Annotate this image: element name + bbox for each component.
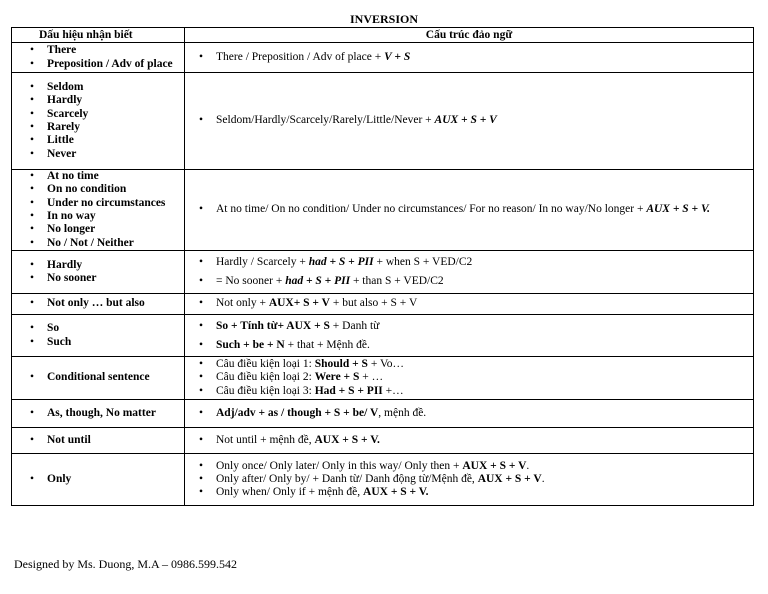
table-row xyxy=(12,428,754,454)
structure-list xyxy=(216,460,753,500)
sign-item: • Rarely xyxy=(47,121,184,134)
structure-text: So + Tính từ+ AUX + S xyxy=(216,319,330,332)
structure-text: AUX + S + V xyxy=(477,472,542,485)
sign-item: • Conditional sentence xyxy=(47,371,184,384)
structure-text: V + S xyxy=(384,50,411,63)
structure-item xyxy=(216,385,753,398)
structure-text: Not only + xyxy=(216,297,269,310)
structure-text: = No sooner + xyxy=(216,275,286,287)
structure-item xyxy=(216,253,753,272)
structure-text: , mệnh đề. xyxy=(378,406,427,419)
sign-list xyxy=(12,371,184,384)
structure-text: + Vo… xyxy=(367,358,405,371)
sign-list xyxy=(12,81,184,161)
sign-item: • Such xyxy=(47,336,184,349)
page-title: INVERSION xyxy=(349,12,418,26)
header-row xyxy=(12,28,754,43)
table-row xyxy=(12,357,754,400)
table-row xyxy=(12,315,754,357)
structure-text: Câu điều kiện loại 1: xyxy=(216,358,315,371)
sign-list xyxy=(12,44,184,71)
inversion-table xyxy=(11,27,754,506)
sign-item: • Little xyxy=(47,134,184,147)
structure-item xyxy=(216,434,753,447)
structure-text: Seldom/Hardly/Scarcely/Rarely/Little/Never + xyxy=(216,114,435,127)
structure-text: Only once/ Only later/ Only in this way/ Only then + xyxy=(216,459,463,472)
structure-item xyxy=(216,336,753,355)
structure-list xyxy=(216,297,753,310)
sign-item: • Only xyxy=(47,473,184,486)
structure-item xyxy=(216,297,753,310)
sign-item: • Seldom xyxy=(47,81,184,94)
table-row xyxy=(12,454,754,506)
sign-list xyxy=(12,297,184,310)
sign-cell xyxy=(12,428,185,454)
sign-cell xyxy=(12,294,185,315)
structure-text: + that + Mệnh đề. xyxy=(284,338,370,351)
sign-item: • No longer xyxy=(47,223,184,236)
structure-text: + … xyxy=(359,371,384,384)
structure-cell xyxy=(185,315,754,357)
structure-text: . xyxy=(526,459,530,472)
header-structure: Cấu trúc đảo ngữ xyxy=(185,28,754,43)
structure-item xyxy=(216,51,753,64)
sign-item: • On no condition xyxy=(47,183,184,196)
structure-cell xyxy=(185,400,754,428)
structure-text: + when S + VED/C2 xyxy=(373,256,473,268)
structure-text: AUX + S + V xyxy=(434,114,497,127)
sign-item: • In no way xyxy=(47,210,184,223)
sign-cell xyxy=(12,454,185,506)
table-row xyxy=(12,251,754,294)
structure-item xyxy=(216,460,753,473)
structure-item xyxy=(216,114,753,127)
structure-text: Were + S xyxy=(314,371,360,384)
sign-item: • There xyxy=(47,44,184,57)
structure-item xyxy=(216,272,753,291)
structure-cell xyxy=(185,43,754,73)
sign-list xyxy=(12,407,184,420)
structure-item xyxy=(216,473,753,486)
structure-text: AUX + S + V. xyxy=(363,486,429,499)
structure-cell xyxy=(185,357,754,400)
structure-list xyxy=(216,51,753,64)
structure-text: At no time/ On no condition/ Under no circumstances/ For no reason/ In no way/No longer + xyxy=(216,203,647,216)
sign-item: • Not only … but also xyxy=(47,297,184,310)
sign-cell xyxy=(12,170,185,251)
sign-item: • Scarcely xyxy=(47,108,184,121)
structure-item xyxy=(216,317,753,336)
table-row xyxy=(12,73,754,170)
structure-cell xyxy=(185,170,754,251)
structure-item xyxy=(216,486,753,499)
sign-item: • Under no circumstances xyxy=(47,197,184,210)
sign-list xyxy=(12,322,184,349)
structure-text: had + S + PII xyxy=(285,275,351,287)
sign-cell xyxy=(12,43,185,73)
structure-list xyxy=(216,203,753,216)
structure-text: Adj/adv + as / though + S + be/ V xyxy=(216,406,379,419)
structure-cell xyxy=(185,251,754,294)
sign-list xyxy=(12,434,184,447)
structure-text: + Danh từ xyxy=(329,319,380,332)
structure-text: + but also + S + V xyxy=(329,297,418,310)
structure-item xyxy=(216,358,753,371)
sign-item: • No sooner xyxy=(47,272,184,285)
table-row xyxy=(12,43,754,73)
structure-list xyxy=(216,434,753,447)
table-body xyxy=(12,43,754,506)
sign-list xyxy=(12,170,184,250)
structure-text: Such + be + N xyxy=(216,338,285,351)
structure-text: Should + S xyxy=(314,358,368,371)
structure-text: Câu điều kiện loại 3: xyxy=(216,384,315,397)
sign-item: • Hardly xyxy=(47,94,184,107)
table-row xyxy=(12,294,754,315)
structure-item xyxy=(216,407,753,420)
structure-text: Had + S + PII xyxy=(314,384,383,397)
structure-text: Hardly / Scarcely + xyxy=(216,256,309,268)
structure-list xyxy=(216,253,753,291)
structure-text: Only when/ Only if + mệnh đề, xyxy=(216,486,364,499)
sign-item: • No / Not / Neither xyxy=(47,237,184,250)
structure-text: AUX + S + V. xyxy=(314,433,380,446)
table-row xyxy=(12,400,754,428)
structure-text: Câu điều kiện loại 2: xyxy=(216,371,315,384)
sign-cell xyxy=(12,251,185,294)
structure-text: +… xyxy=(382,384,404,397)
structure-cell xyxy=(185,294,754,315)
sign-item: • Hardly xyxy=(47,259,184,272)
header-sign: Dấu hiệu nhận biết xyxy=(12,28,185,43)
structure-item xyxy=(216,203,753,216)
structure-text: There / Preposition / Adv of place + xyxy=(216,50,385,63)
table-row xyxy=(12,170,754,251)
sign-item: • Preposition / Adv of place xyxy=(47,58,184,71)
structure-text: Only after/ Only by/ + Danh từ/ Danh động từ/Mệnh đề, xyxy=(216,472,478,485)
structure-text: Not until + mệnh đề, xyxy=(216,433,315,446)
sign-cell xyxy=(12,315,185,357)
structure-list xyxy=(216,358,753,398)
sign-list xyxy=(12,473,184,486)
sign-cell xyxy=(12,400,185,428)
structure-text: AUX+ S + V xyxy=(268,297,330,310)
structure-text: AUX + S + V. xyxy=(646,203,711,216)
structure-list xyxy=(216,407,753,420)
structure-text: had + S + PII xyxy=(308,256,374,268)
structure-list xyxy=(216,114,753,127)
sign-item: • So xyxy=(47,322,184,335)
structure-cell xyxy=(185,73,754,170)
sign-cell xyxy=(12,73,185,170)
structure-list xyxy=(216,317,753,355)
sign-cell xyxy=(12,357,185,400)
structure-text: AUX + S + V xyxy=(462,459,527,472)
structure-text: + than S + VED/C2 xyxy=(350,275,444,287)
sign-item: • Not until xyxy=(47,434,184,447)
sign-list xyxy=(12,259,184,286)
structure-text: . xyxy=(541,472,545,485)
structure-cell xyxy=(185,428,754,454)
structure-cell xyxy=(185,454,754,506)
footer-credit: Designed by Ms. Duong, M.A – 0986.599.542 xyxy=(14,557,238,571)
structure-item xyxy=(216,371,753,384)
sign-item: • Never xyxy=(47,148,184,161)
sign-item: • As, though, No matter xyxy=(47,407,184,420)
sign-item: • At no time xyxy=(47,170,184,183)
